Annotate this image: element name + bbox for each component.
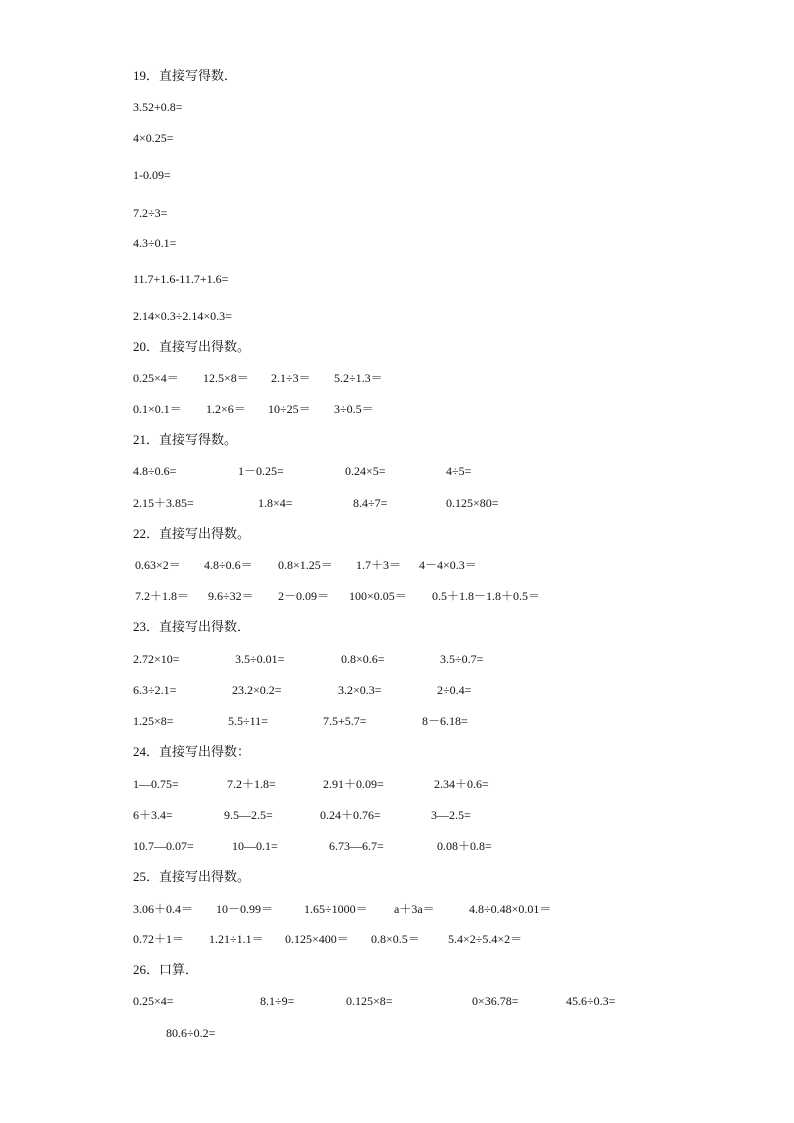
q20-r1-c2: 12.5×8＝	[203, 371, 249, 385]
q25-r1-c1: 3.06＋0.4＝	[133, 902, 194, 916]
q20-r1-c4: 5.2÷1.3＝	[334, 371, 383, 385]
q24-r3-c4: 0.08＋0.8=	[437, 839, 492, 853]
q25-r2-c5: 5.4×2÷5.4×2＝	[448, 932, 523, 946]
q22-r1-c2: 4.8÷0.6＝	[204, 558, 253, 572]
q23-r3-c4: 8－6.18=	[422, 714, 468, 728]
q20-r2-c4: 3÷0.5＝	[334, 402, 374, 416]
q19-item-6: 11.7+1.6-11.7+1.6=	[133, 272, 229, 286]
q24-r1-c3: 2.91＋0.09=	[323, 777, 384, 791]
q24-r1-c1: 1—0.75=	[133, 777, 179, 791]
q26-r1-c2: 8.1÷9=	[260, 994, 295, 1008]
question-23-title: 23．直接写出得数．	[133, 619, 251, 634]
q23-r2-c2: 23.2×0.2=	[232, 683, 282, 697]
q25-r2-c4: 0.8×0.5＝	[371, 932, 420, 946]
q24-r3-c2: 10—0.1=	[232, 839, 278, 853]
q22-r2-c5: 0.5＋1.8－1.8＋0.5＝	[432, 589, 541, 603]
q20-r1-c3: 2.1÷3＝	[271, 371, 311, 385]
q26-r1-c4: 0×36.78=	[472, 994, 519, 1008]
q21-r2-c1: 2.15＋3.85=	[133, 496, 194, 510]
q25-r1-c5: 4.8÷0.48×0.01＝	[469, 902, 552, 916]
q23-r2-c3: 3.2×0.3=	[338, 683, 382, 697]
q21-r1-c1: 4.8÷0.6=	[133, 464, 177, 478]
question-19-title: 19．直接写得数．	[133, 68, 238, 83]
q23-r1-c3: 0.8×0.6=	[341, 652, 385, 666]
q24-r2-c2: 9.5—2.5=	[224, 808, 273, 822]
q23-r2-c1: 6.3÷2.1=	[133, 683, 177, 697]
q23-r3-c3: 7.5+5.7=	[323, 714, 367, 728]
q25-r1-c4: a＋3a＝	[394, 902, 435, 916]
q24-r1-c2: 7.2＋1.8=	[227, 777, 276, 791]
q22-r1-c4: 1.7＋3＝	[356, 558, 402, 572]
q23-r1-c2: 3.5÷0.01=	[235, 652, 285, 666]
q19-item-2: 4×0.25=	[133, 131, 174, 145]
q24-r2-c1: 6＋3.4=	[133, 808, 173, 822]
q26-r1-c5: 45.6÷0.3=	[566, 994, 616, 1008]
q21-r1-c4: 4÷5=	[446, 464, 472, 478]
q19-item-4: 7.2÷3=	[133, 206, 168, 220]
q23-r3-c1: 1.25×8=	[133, 714, 174, 728]
question-21-title: 21．直接写得数。	[133, 432, 238, 447]
q19-item-7: 2.14×0.3÷2.14×0.3=	[133, 309, 232, 323]
q25-r1-c2: 10－0.99＝	[216, 902, 274, 916]
q21-r2-c3: 8.4÷7=	[353, 496, 388, 510]
q24-r1-c4: 2.34＋0.6=	[434, 777, 489, 791]
q20-r2-c3: 10÷25＝	[268, 402, 311, 416]
question-25-title: 25．直接写出得数。	[133, 869, 251, 884]
q26-r2-c1: 80.6÷0.2=	[166, 1026, 216, 1040]
q26-r1-c1: 0.25×4=	[133, 994, 174, 1008]
q20-r2-c2: 1.2×6＝	[206, 402, 246, 416]
q24-r2-c3: 0.24＋0.76=	[320, 808, 381, 822]
q23-r3-c2: 5.5÷11=	[228, 714, 268, 728]
q25-r2-c2: 1.21÷1.1＝	[209, 932, 264, 946]
q21-r1-c2: 1－0.25=	[238, 464, 284, 478]
q22-r2-c3: 2－0.09＝	[278, 589, 330, 603]
q23-r2-c4: 2÷0.4=	[437, 683, 472, 697]
question-22-title: 22．直接写出得数。	[133, 526, 251, 541]
q24-r3-c1: 10.7—0.07=	[133, 839, 194, 853]
q22-r1-c5: 4－4×0.3＝	[419, 558, 477, 572]
question-24-title: 24．直接写出得数：	[133, 744, 251, 759]
q22-r2-c4: 100×0.05＝	[349, 589, 407, 603]
q26-r1-c3: 0.125×8=	[346, 994, 393, 1008]
q25-r2-c1: 0.72＋1＝	[133, 932, 185, 946]
q24-r3-c3: 6.73—6.7=	[329, 839, 384, 853]
q22-r2-c1: 7.2＋1.8＝	[135, 589, 190, 603]
q22-r2-c2: 9.6÷32＝	[208, 589, 254, 603]
question-20-title: 20．直接写出得数。	[133, 339, 251, 354]
q23-r1-c1: 2.72×10=	[133, 652, 180, 666]
q21-r2-c2: 1.8×4=	[258, 496, 293, 510]
q19-item-5: 4.3÷0.1=	[133, 236, 177, 250]
q25-r2-c3: 0.125×400＝	[285, 932, 349, 946]
q25-r1-c3: 1.65÷1000＝	[304, 902, 368, 916]
question-26-title: 26．口算．	[133, 962, 199, 977]
q24-r2-c4: 3—2.5=	[431, 808, 471, 822]
q23-r1-c4: 3.5÷0.7=	[440, 652, 484, 666]
q20-r2-c1: 0.1×0.1＝	[133, 402, 182, 416]
q19-item-1: 3.52+0.8=	[133, 100, 183, 114]
q19-item-3: 1-0.09=	[133, 168, 171, 182]
q22-r1-c1: 0.63×2＝	[135, 558, 181, 572]
q20-r1-c1: 0.25×4＝	[133, 371, 179, 385]
q21-r1-c3: 0.24×5=	[345, 464, 386, 478]
q21-r2-c4: 0.125×80=	[446, 496, 499, 510]
q22-r1-c3: 0.8×1.25＝	[278, 558, 333, 572]
